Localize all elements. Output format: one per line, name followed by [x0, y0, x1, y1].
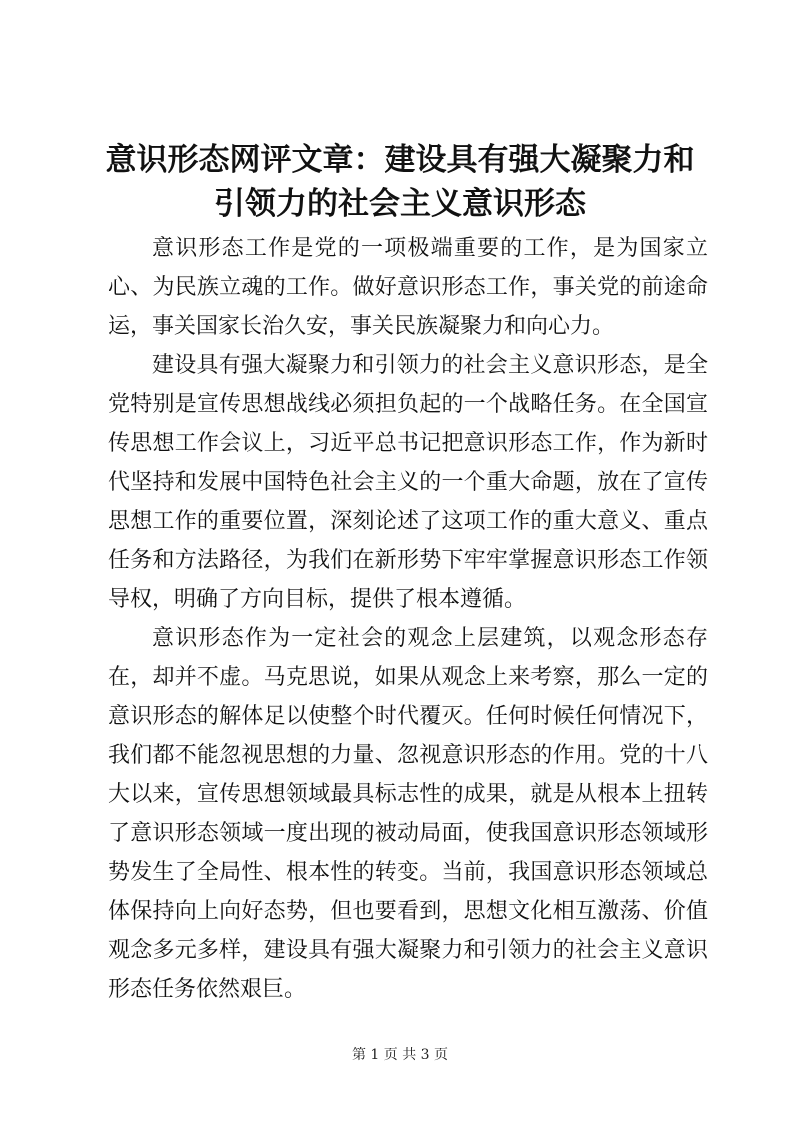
document-body — [108, 229, 708, 1009]
page-footer: 第 1 页 共 3 页 — [351, 1047, 449, 1063]
paragraph-3: 意识形态作为一定社会的观念上层建筑，以观念形态存在，却并不虚。马克思说，如果从观念上来考察，那么一定的意识形态的解体足以使整个时代覆灭。任何时候任何情况下，我们都不能忽视思想的力量、忽视意识形态的作用。党的十八大以来，宣传思想领域最具标志性的成果，就是从根本上扭转了意识形态领域一度出现的被动局面，使我国意识形态领域形势发生了全局性、根本性的转变。当前，我国意识形态领域总体保持向上向好态势，但也要看到，思想文化相互激荡、价值观念多元多样，建设具有强大凝聚力和引领力的社会主义意识形态任务依然艰巨。 — [108, 626, 708, 1002]
paragraph-1: 意识形态工作是党的一项极端重要的工作，是为国家立心、为民族立魂的工作。做好意识形态工作，事关党的前途命运，事关国家长治久安，事关民族凝聚力和向心力。 — [108, 236, 708, 339]
paragraph-2: 建设具有强大凝聚力和引领力的社会主义意识形态，是全党特别是宣传思想战线必须担负起的一个战略任务。在全国宣传思想工作会议上，习近平总书记把意识形态工作，作为新时代坚持和发展中国特色社会主义的一个重大命题，放在了宣传思想工作的重要位置，深刻论述了这项工作的重大意义、重点任务和方法路径，为我们在新形势下牢牢掌握意识形态工作领导权，明确了方向目标，提供了根本遵循。 — [108, 353, 708, 612]
document-title: 意识形态网评文章：建设具有强大凝聚力和引领力的社会主义意识形态 — [105, 142, 695, 222]
